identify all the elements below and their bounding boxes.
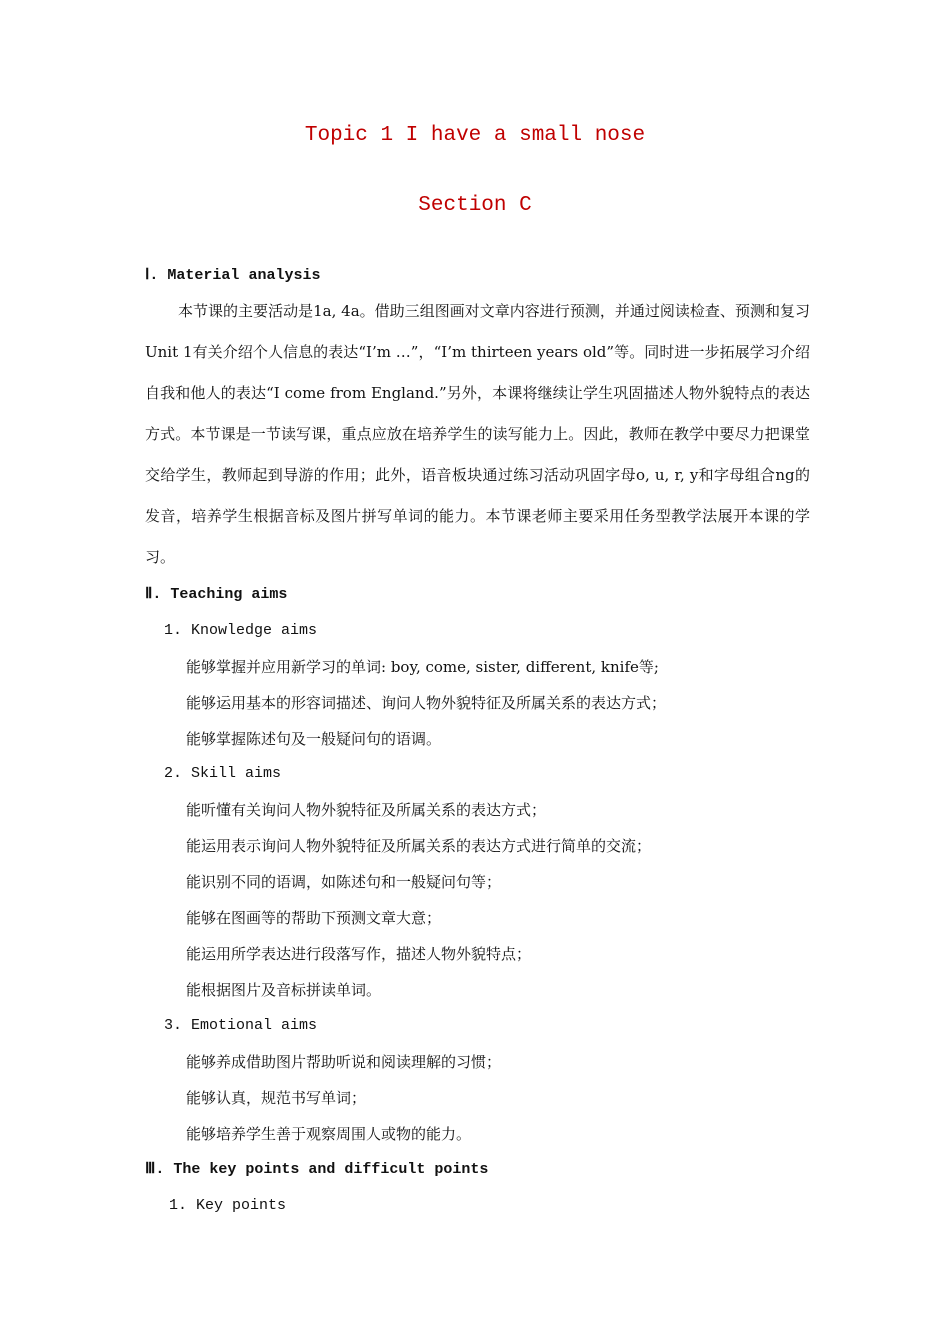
material-analysis-paragraph: 本节课的主要活动是1a, 4a。借助三组图画对文章内容进行预测，并通过阅读检查、预测和复习Unit 1有关介绍个人信息的表达“I’m …”，“I’m thirteen years old”等。同时进一步拓展学习介绍自我和他人的表达“I come from England.”另外，本课将继续让学生巩固描述人物外貌特点的表达方式。本节课是一节读写课，重点应放在培养学生的读写能力上。因此，教师在教学中要尽力把课堂交给学生，教师起到导游的作用；此外，语音板块通过练习活动巩固字母o, u, r, y和字母组合ng的发音，培养学生根据音标及图片拼写单词的能力。本节课老师主要采用任务型教学法展开本课的学习。 xyxy=(145,302,810,566)
skill-aims-label: 2. Skill aims xyxy=(164,765,282,782)
emotional-aims-label: 3. Emotional aims xyxy=(164,1017,318,1034)
knowledge-aim-item: 能够运用基本的形容词描述、询问人物外貌特征及所属关系的表达方式； xyxy=(186,694,667,712)
skill-aim-item: 能运用所学表达进行段落写作，描述人物外貌特点； xyxy=(186,945,532,963)
section-title: Section C xyxy=(418,194,532,217)
skill-aim-item: 能识别不同的语调，如陈述句和一般疑问句等； xyxy=(186,873,502,891)
skill-aim-item: 能够在图画等的帮助下预测文章大意； xyxy=(186,909,442,927)
emotional-aim-item: 能够培养学生善于观察周围人或物的能力。 xyxy=(186,1125,472,1143)
document-title: Topic 1 I have a small nose xyxy=(304,124,646,147)
key-points-label: 1. Key points xyxy=(169,1197,287,1214)
skill-aim-item: 能运用表示询问人物外貌特征及所属关系的表达方式进行简单的交流； xyxy=(186,837,652,855)
knowledge-aim-item: 能够掌握并应用新学习的单词: boy, come, sister, different, knife等; xyxy=(186,658,659,676)
skill-aim-item: 能听懂有关询问人物外貌特征及所属关系的表达方式； xyxy=(186,801,547,819)
heading-teaching-aims: Ⅱ. Teaching aims xyxy=(145,586,288,603)
emotional-aim-item: 能够认真，规范书写单词； xyxy=(186,1089,367,1107)
heading-material-analysis: Ⅰ. Material analysis xyxy=(145,267,321,284)
heading-key-difficult-points: Ⅲ. The key points and difficult points xyxy=(145,1161,489,1178)
knowledge-aims-label: 1. Knowledge aims xyxy=(164,622,318,639)
emotional-aim-item: 能够养成借助图片帮助听说和阅读理解的习惯； xyxy=(186,1053,502,1071)
knowledge-aim-item: 能够掌握陈述句及一般疑问句的语调。 xyxy=(186,730,442,748)
skill-aim-item: 能根据图片及音标拼读单词。 xyxy=(186,981,382,999)
